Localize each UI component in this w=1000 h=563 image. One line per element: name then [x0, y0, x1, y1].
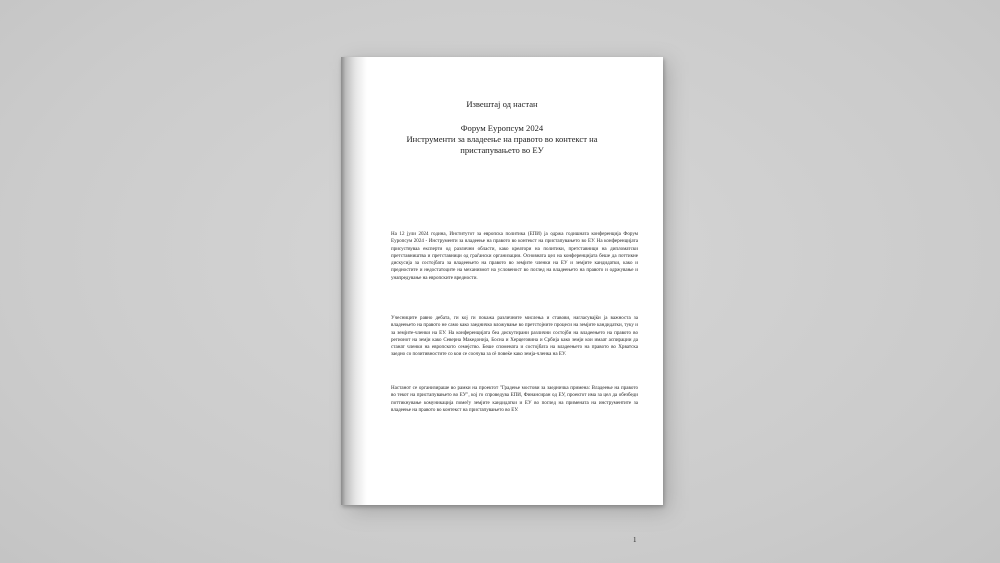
title-line-2: Инструменти за владеење на правото во контекст на: [406, 134, 598, 144]
title-line-3: пристапувањето во ЕУ: [460, 145, 544, 155]
document-header: Извештај од настан: [466, 99, 538, 109]
paragraph-1: На 12 јули 2024 година, Институтот за европска политика (ЕПИ) ја одржа годишната конференција Форум Еуропсум 2024 - Инструменти за владеење на правото во контекст на пристапувањето во ЕУ. На конференцијата присуствуваа експерти од различни области, како креатори на политики, претставници на дипломатски претставништва и претставници од граѓански организации. Основната цел на конференцијата беше да поттикне дискусија за состојбата за владеењето на правото во земјите членки на ЕУ и земјите кандидатки, како и предностите и недостатоците на механизмот на условеност во поглед на владеењето на правото и одржување и унапредување на европските вредности.: [391, 231, 638, 281]
document-title: [341, 123, 663, 156]
paragraph-2: Учесниците равно дебата, ги кој ги покажа различните мислења и ставови, нагласувајќи ја важноста за владеењето на правото не само како заедничко вложување во претстојните процеси на земјите кандидатки, туку и за земјите-членки на ЕУ. На конференцијата беа дискутирани различни состојби на владеењето на правото во регионот на земји како Северна Македонија, Босна и Херцеговина и Србија како земји кои имаат аспирации да станат членки на европското семејство. Беше спомената и состојбата на владеењето на правото во Хрватска заедно со позитивностите со кои се соочува за сѐ повеќе како земја-членка на ЕУ.: [391, 315, 638, 358]
page-number: 1: [633, 536, 637, 544]
paragraph-3: Настанот се организираше во рамки на проектот "Градење мостови за заедничка примена: Владеење на правото во текот на пристапувањето во ЕУ", кој го спроведува ЕПИ, Финансиран од ЕУ, проектот има за цел да обезбеди поттикнување комуникација помеѓу земјите кандидатки и ЕУ во поглед на примената на инструментите за владеење на правото во контекст на пристапувањето во ЕУ.: [391, 385, 638, 413]
title-line-1: Форум Еуропсум 2024: [460, 123, 544, 133]
brochure-page: [341, 57, 663, 544]
